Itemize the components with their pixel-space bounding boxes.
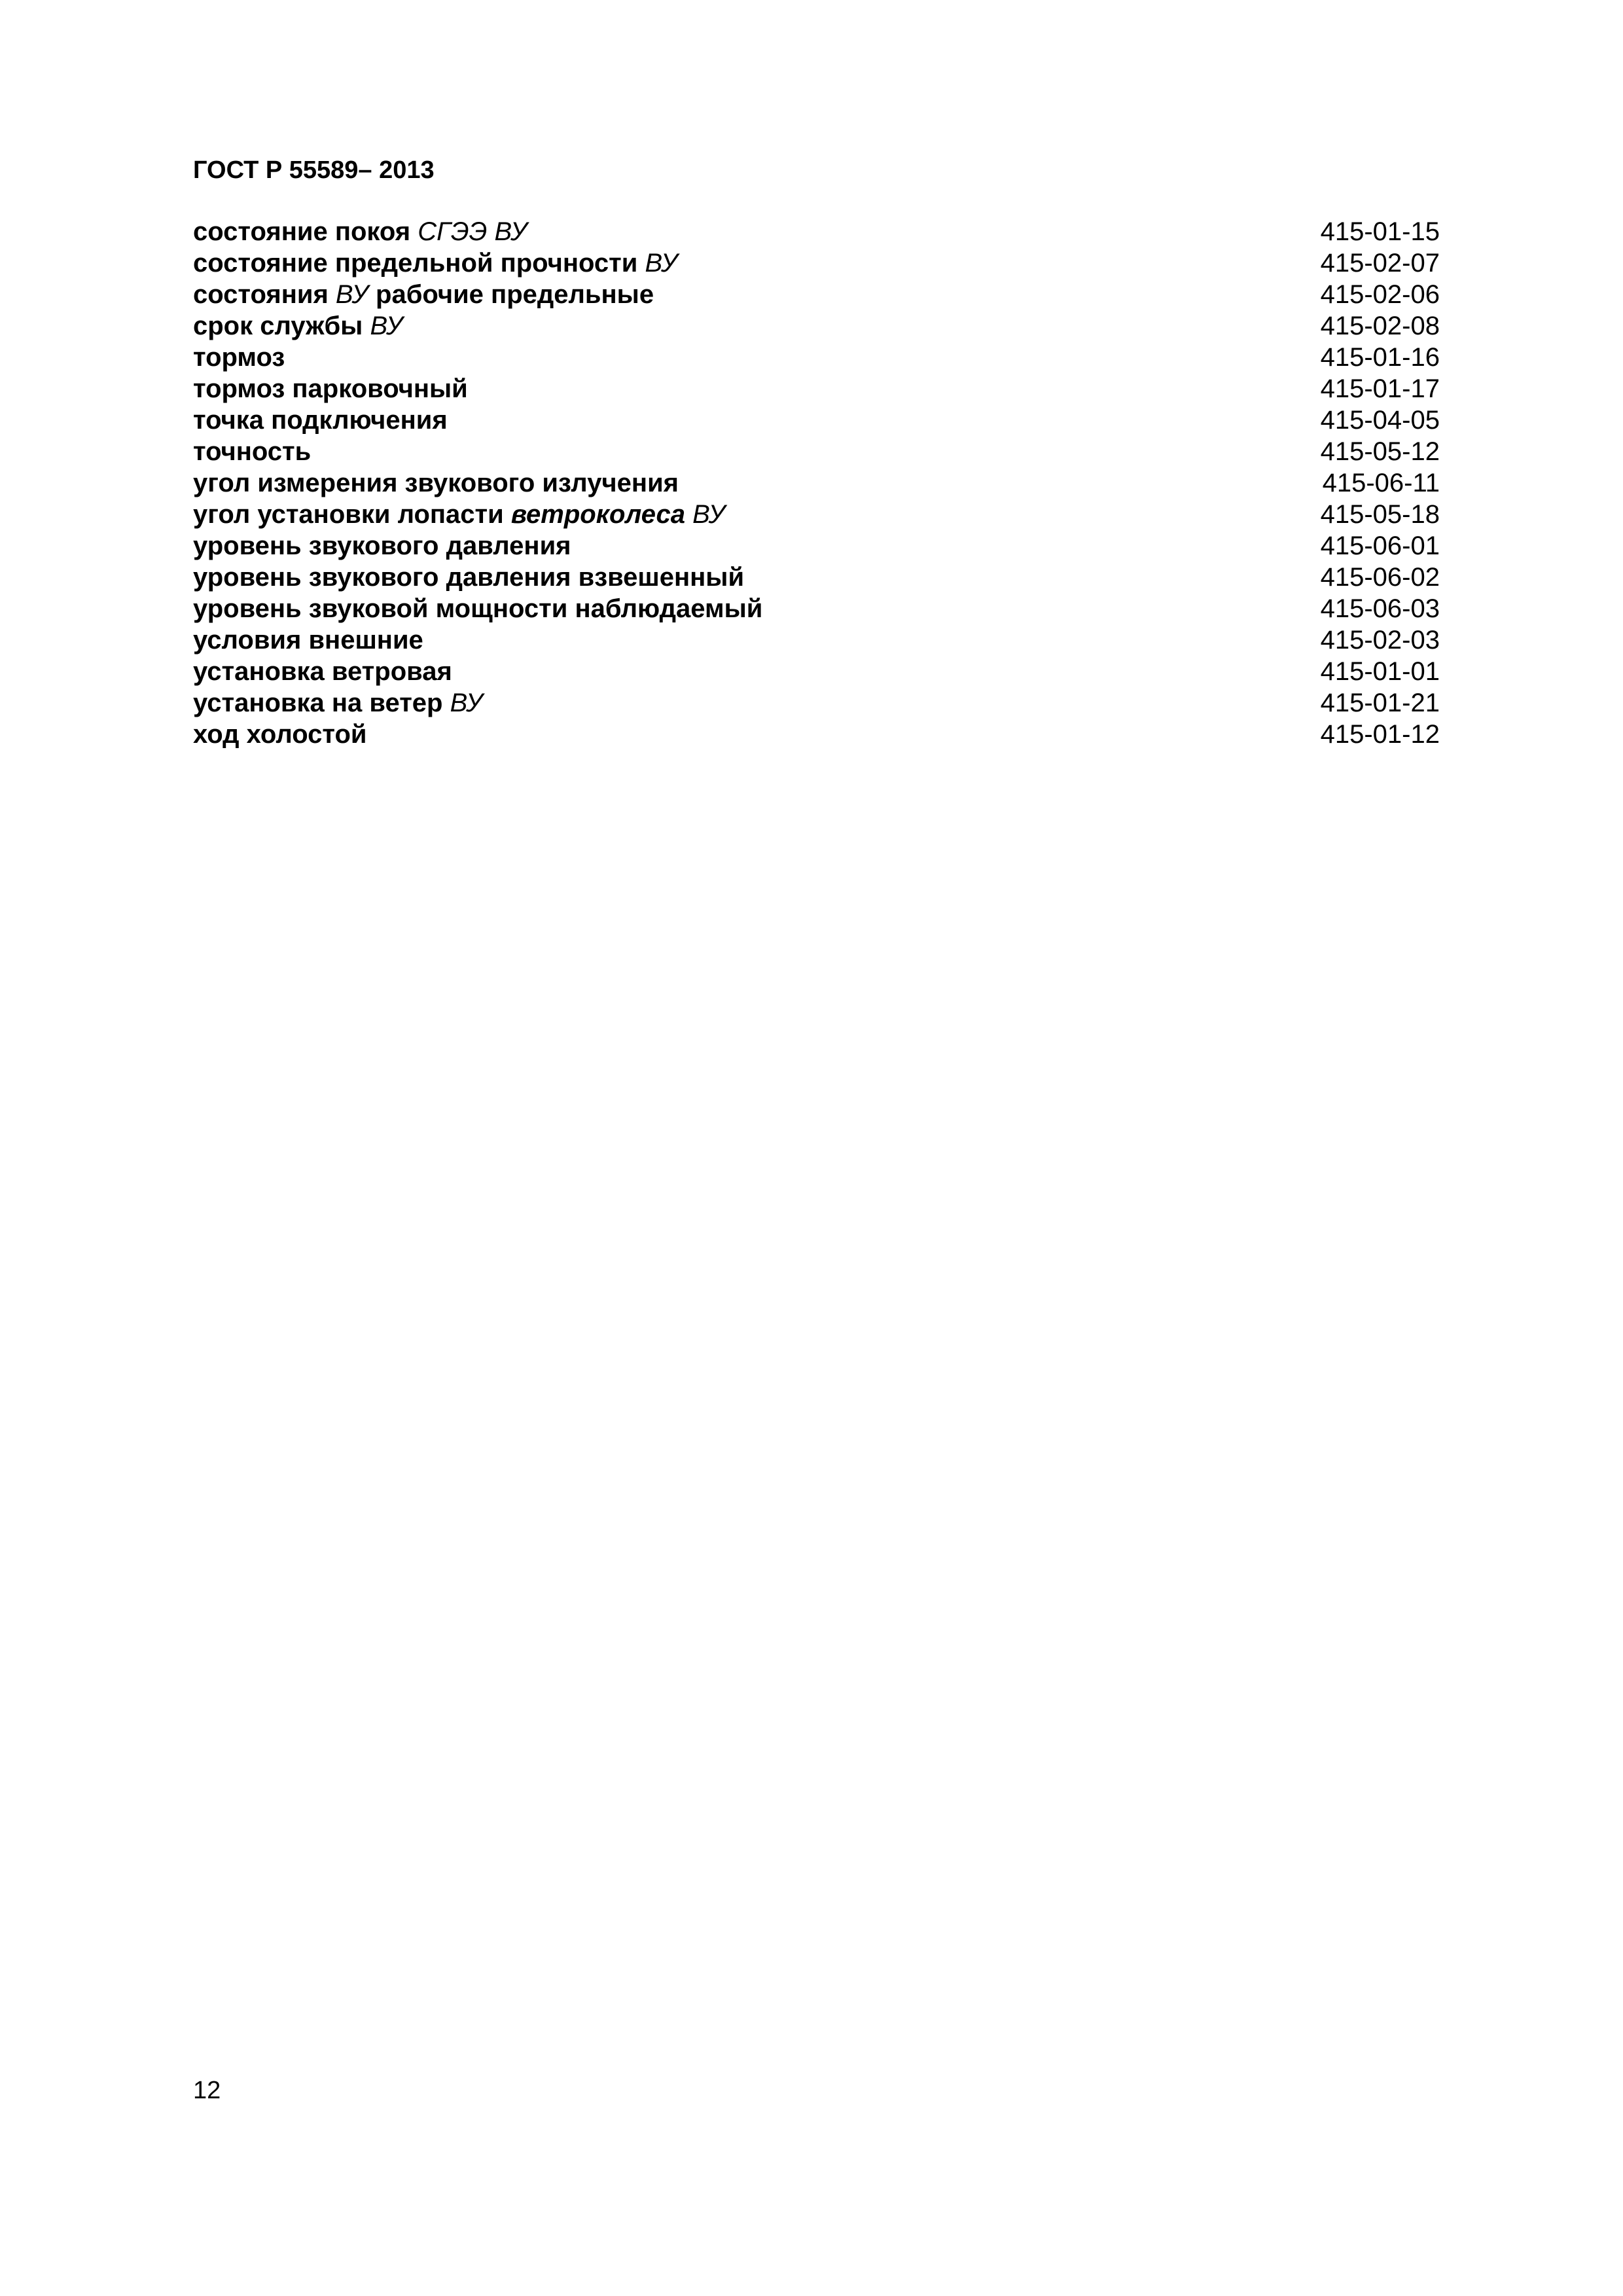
index-term-segment: рабочие предельные	[368, 280, 654, 309]
index-term-segment: установка на ветер	[193, 689, 450, 717]
index-term-segment: ВУ	[645, 249, 678, 278]
index-term-segment: уровень звуковой мощности наблюдаемый	[193, 594, 763, 623]
index-entry	[193, 530, 1440, 562]
index-entry	[193, 373, 1440, 404]
index-term-segment: ВУ	[450, 689, 483, 717]
index-term-segment: уровень звукового давления взвешенный	[193, 563, 745, 592]
index-term-segment: условия внешние	[193, 626, 423, 655]
index-term	[193, 562, 744, 593]
index-entry	[193, 436, 1440, 467]
index-term-reference: 415-02-07	[1320, 249, 1440, 278]
index-term-segment: состояния	[193, 280, 336, 309]
index-entry	[193, 247, 1440, 279]
index-term-segment: тормоз парковочный	[193, 374, 468, 403]
index-term-reference: 415-02-08	[1320, 312, 1440, 340]
index-term-segment: срок службы	[193, 312, 370, 340]
index-term-segment: установка ветровая	[193, 657, 452, 686]
index-term	[193, 342, 285, 373]
index-term	[193, 247, 677, 279]
index-term-reference: 415-01-15	[1320, 217, 1440, 246]
index-term-reference: 415-06-01	[1320, 531, 1440, 560]
index-entry	[193, 310, 1440, 342]
index-term-segment: СГЭЭ ВУ	[418, 217, 527, 246]
index-term	[193, 687, 483, 719]
index-term-segment: угол установки лопасти	[193, 500, 511, 529]
index-term-reference: 415-01-01	[1320, 657, 1440, 686]
index-entry	[193, 279, 1440, 310]
index-term	[193, 530, 571, 562]
index-term	[193, 404, 448, 436]
index-term	[193, 719, 366, 750]
index-term-reference: 415-02-03	[1320, 626, 1440, 655]
index-entry	[193, 404, 1440, 436]
index-term-reference: 415-01-12	[1320, 720, 1440, 749]
index-term-reference: 415-01-21	[1320, 689, 1440, 717]
index-term-reference: 415-01-16	[1320, 343, 1440, 372]
index-term-reference: 415-01-17	[1320, 374, 1440, 403]
index-entry	[193, 499, 1440, 530]
index-term	[193, 624, 423, 656]
index-term-segment: ветроколеса	[510, 500, 685, 529]
index-entry	[193, 593, 1440, 624]
index-term	[193, 467, 679, 499]
index-entry	[193, 624, 1440, 656]
index-term-reference: 415-06-02	[1320, 563, 1440, 592]
index-term-reference: 415-06-03	[1320, 594, 1440, 623]
index-entry	[193, 467, 1440, 499]
term-index-list	[193, 216, 1440, 750]
index-term	[193, 656, 452, 687]
index-term-segment: угол измерения звукового излучения	[193, 469, 679, 497]
index-entry	[193, 687, 1440, 719]
index-term	[193, 279, 654, 310]
index-term-reference: 415-06-11	[1322, 469, 1440, 497]
index-term-segment: ход холостой	[193, 720, 367, 749]
index-term-segment: ВУ	[335, 280, 368, 309]
index-term-segment: точка подключения	[193, 406, 448, 435]
index-term	[193, 593, 762, 624]
index-entry	[193, 562, 1440, 593]
index-term-segment: состояние предельной прочности	[193, 249, 645, 278]
index-entry	[193, 719, 1440, 750]
index-term-reference: 415-02-06	[1320, 280, 1440, 309]
index-term	[193, 436, 311, 467]
index-term-segment: ВУ	[685, 500, 726, 529]
index-term-segment: тормоз	[193, 343, 285, 372]
index-term	[193, 310, 402, 342]
index-term	[193, 499, 725, 530]
index-term	[193, 373, 468, 404]
index-term-reference: 415-05-12	[1320, 437, 1440, 466]
index-term	[193, 216, 527, 247]
index-term-reference: 415-05-18	[1320, 500, 1440, 529]
page-number: 12	[193, 2077, 221, 2104]
index-entry	[193, 342, 1440, 373]
index-entry	[193, 656, 1440, 687]
document-header: ГОСТ Р 55589– 2013	[193, 156, 435, 184]
index-term-segment: состояние покоя	[193, 217, 418, 246]
index-entry	[193, 216, 1440, 247]
index-term-segment: точность	[193, 437, 312, 466]
index-term-segment: ВУ	[370, 312, 403, 340]
index-term-reference: 415-04-05	[1320, 406, 1440, 435]
index-term-segment: уровень звукового давления	[193, 531, 571, 560]
